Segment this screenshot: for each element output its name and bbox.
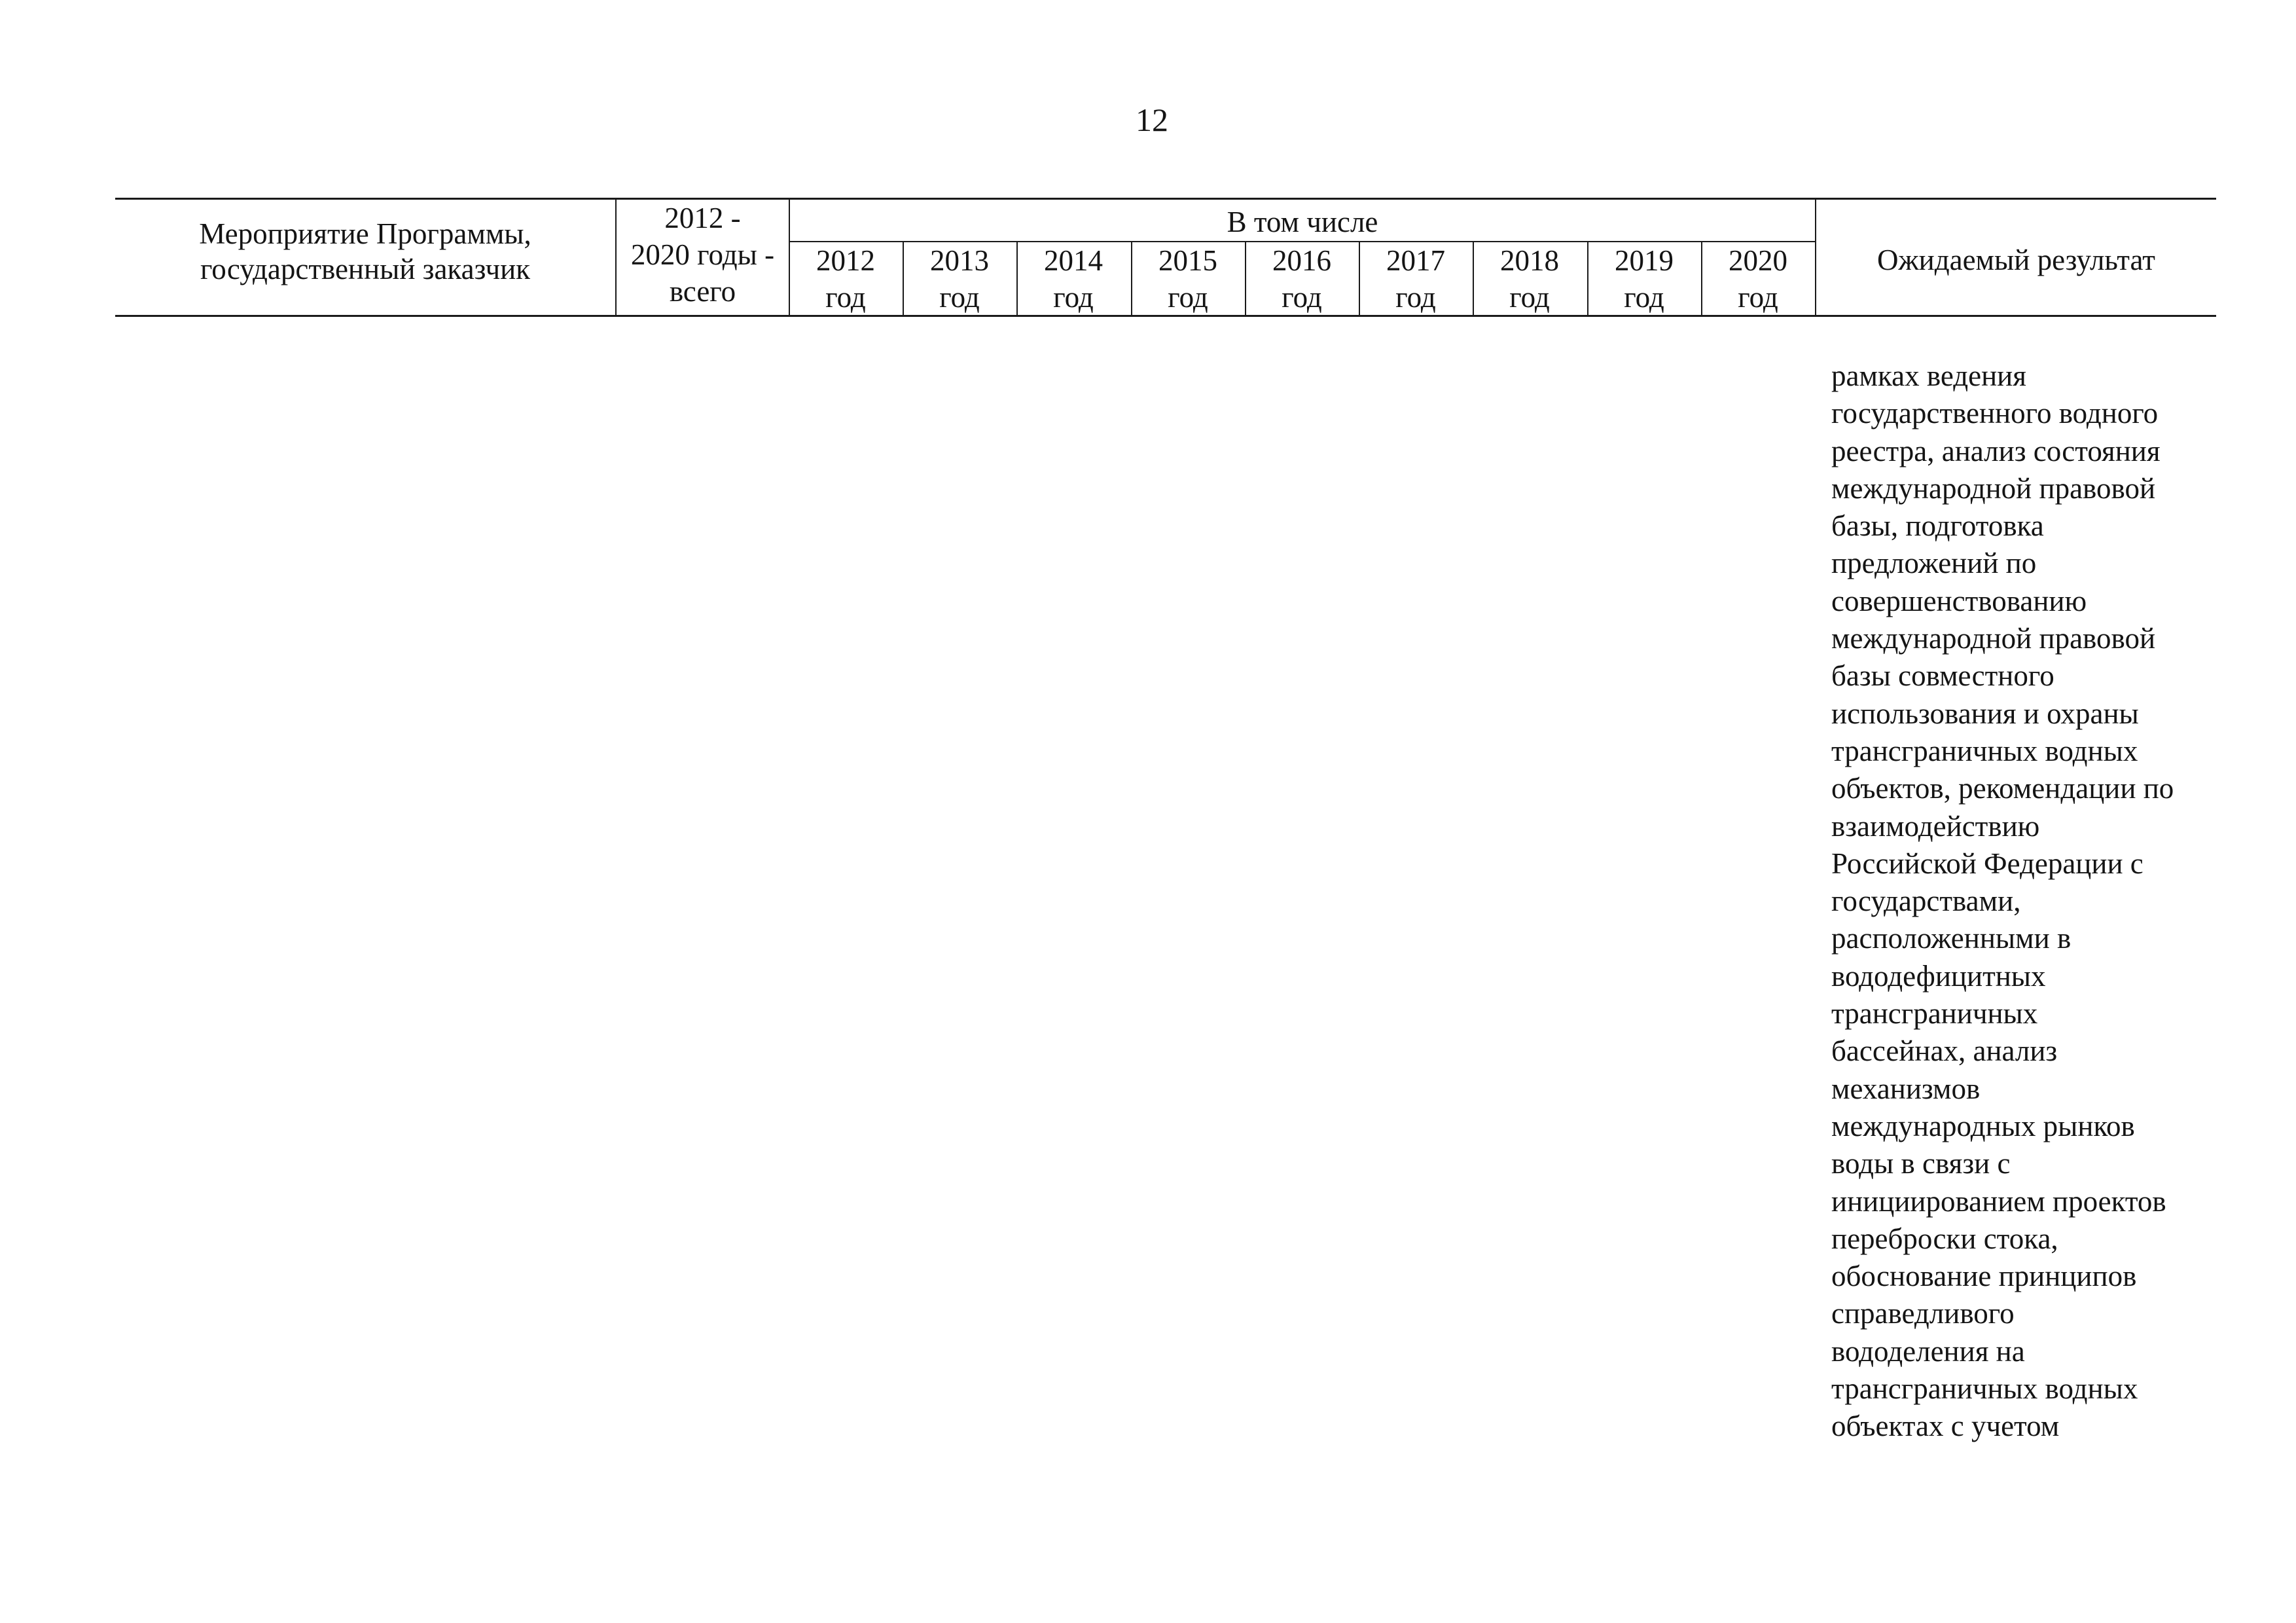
expected-result-line: рамках ведения (1831, 359, 2026, 392)
header-year-2013 (903, 242, 1016, 316)
header-total-line: всего (669, 275, 736, 308)
header-year-suffix: год (1168, 281, 1208, 314)
header-expected-result: Ожидаемый результат (1877, 244, 2155, 276)
expected-result-line: Российской Федерации с (1831, 847, 2144, 880)
header-year-value: 2018 (1500, 244, 1559, 277)
expected-result-line: реестра, анализ состояния (1831, 434, 2161, 467)
expected-result-line: международной правовой (1831, 471, 2156, 505)
expected-result-line: справедливого (1831, 1297, 2015, 1330)
expected-result-line: базы совместного (1831, 659, 2054, 693)
header-year-value: 2015 (1158, 244, 1217, 277)
header-year-value: 2014 (1044, 244, 1103, 277)
expected-result-line: трансграничных водных (1831, 1372, 2138, 1406)
header-year-suffix: год (825, 281, 866, 314)
header-year-value: 2017 (1386, 244, 1445, 277)
expected-result-line: бассейнах, анализ (1831, 1034, 2058, 1068)
header-year-value: 2019 (1615, 244, 1674, 277)
header-year-2016 (1245, 242, 1359, 316)
header-total (617, 200, 789, 310)
header-year-suffix: год (1282, 281, 1322, 314)
header-year-2019 (1587, 242, 1701, 316)
header-year-value: 2013 (930, 244, 989, 277)
header-year-2017 (1359, 242, 1473, 316)
expected-result-text (1831, 357, 2289, 1446)
expected-result-line: предложений по (1831, 547, 2037, 580)
expected-result-line: трансграничных (1831, 997, 2038, 1030)
expected-result-line: объектах с учетом (1831, 1410, 2060, 1443)
header-year-value: 2020 (1729, 244, 1787, 277)
header-year-suffix: год (1053, 281, 1094, 314)
expected-result-line: объектов, рекомендации по (1831, 772, 2174, 805)
header-year-2014 (1016, 242, 1130, 316)
expected-result-line: обоснование принципов (1831, 1260, 2137, 1293)
expected-result-line: механизмов (1831, 1072, 1981, 1105)
table-top-rule (115, 198, 2216, 200)
header-year-2018 (1473, 242, 1587, 316)
expected-result-line: вододефицитных (1831, 959, 2046, 993)
header-activity (115, 216, 615, 287)
expected-result-line: государственного водного (1831, 397, 2159, 430)
header-including: В том числе (1227, 206, 1378, 238)
header-year-2012 (789, 242, 903, 316)
expected-result-line: вододеления на (1831, 1334, 2025, 1368)
expected-result-line: государствами, (1831, 884, 2021, 918)
header-total-line: 2020 годы - (630, 238, 775, 271)
expected-result-line: использования и охраны (1831, 697, 2139, 730)
header-year-suffix: год (1395, 281, 1436, 314)
header-year-suffix: год (1738, 281, 1778, 314)
expected-result-line: переброски стока, (1831, 1222, 2058, 1255)
expected-result-line: взаимодействию (1831, 809, 2040, 843)
expected-result-line: воды в связи с (1831, 1147, 2011, 1180)
expected-result-line: международных рынков (1831, 1109, 2135, 1142)
header-activity-line: Мероприятие Программы, (199, 217, 531, 250)
header-total-line: 2012 - (664, 202, 741, 234)
expected-result-line: международной правовой (1831, 622, 2156, 655)
expected-result-line: трансграничных водных (1831, 734, 2138, 767)
header-activity-line: государственный заказчик (200, 253, 531, 285)
header-year-value: 2016 (1272, 244, 1331, 277)
expected-result-line: расположенными в (1831, 922, 2072, 955)
header-year-suffix: год (939, 281, 980, 314)
expected-result-line: базы, подготовка (1831, 509, 2044, 543)
header-year-value: 2012 (816, 244, 875, 277)
header-year-2015 (1131, 242, 1245, 316)
header-year-2020 (1701, 242, 1815, 316)
expected-result-line: инициированием проектов (1831, 1184, 2166, 1218)
header-year-suffix: год (1624, 281, 1664, 314)
header-year-suffix: год (1509, 281, 1550, 314)
page-number: 12 (1136, 101, 1168, 138)
expected-result-line: совершенствованию (1831, 584, 2087, 617)
